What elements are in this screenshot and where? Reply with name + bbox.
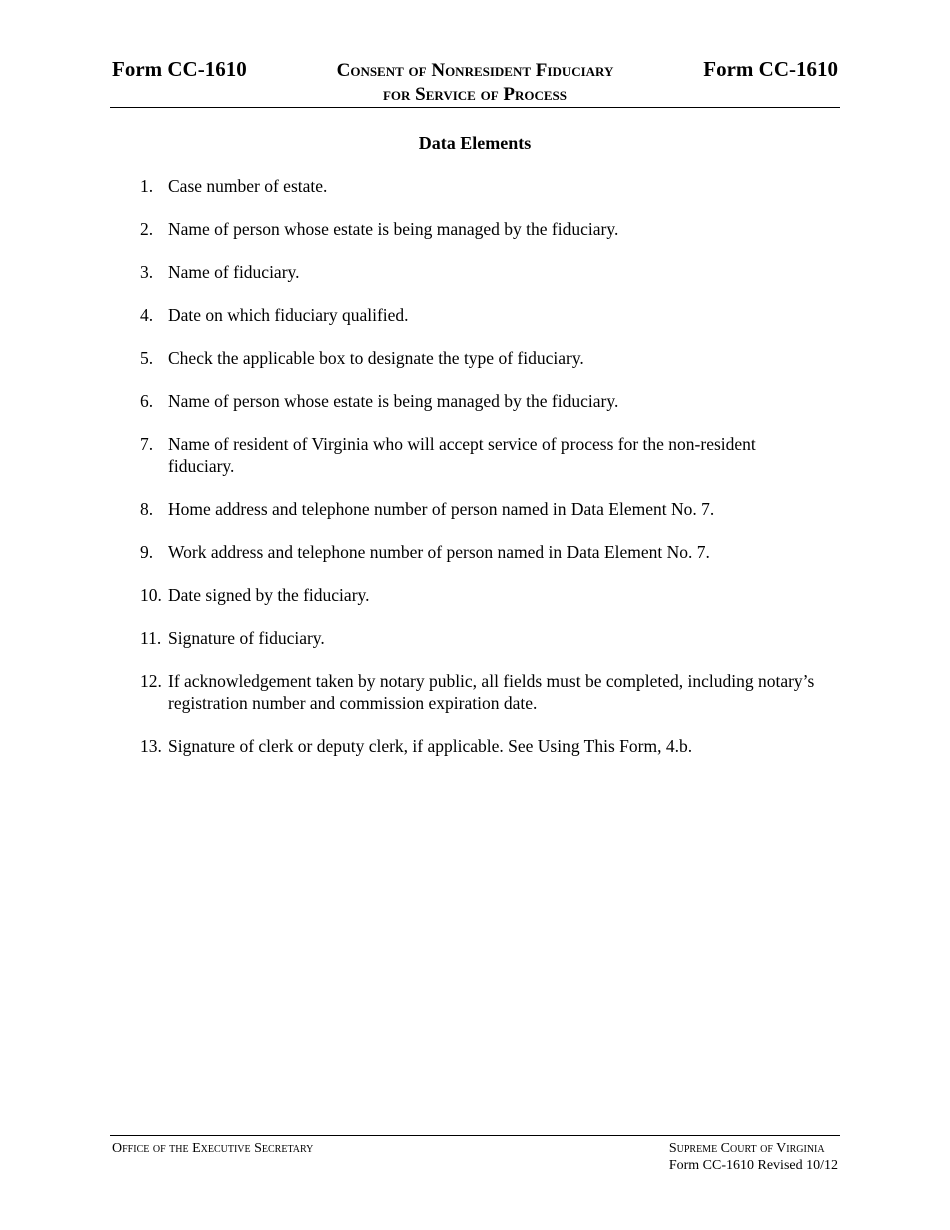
data-element-text: Name of person whose estate is being managed by the fiduciary. <box>168 391 619 411</box>
data-element-item <box>140 390 820 412</box>
page-footer <box>110 1135 840 1173</box>
data-element-text: Home address and telephone number of person named in Data Element No. 7. <box>168 499 715 519</box>
data-element-item <box>140 347 820 369</box>
data-element-number: 5. <box>140 348 154 368</box>
data-element-text: Name of person whose estate is being managed by the fiduciary. <box>168 219 619 239</box>
data-element-number: 1. <box>140 176 154 196</box>
data-element-text: If acknowledgement taken by notary public, all fields must be completed, including notary’s registration number and commission expiration date. <box>168 671 815 713</box>
footer-office: Office of the Executive Secretary <box>112 1141 314 1156</box>
form-title-line2: for Service of Process <box>382 84 568 105</box>
data-element-number: 13. <box>140 736 162 756</box>
data-element-item <box>140 627 820 649</box>
data-element-number: 11. <box>140 628 162 648</box>
data-element-text: Check the applicable box to designate the type of fiduciary. <box>168 348 584 368</box>
data-element-item <box>140 218 820 240</box>
data-element-text: Name of resident of Virginia who will accept service of process for the non-resident fiduciary. <box>168 434 756 476</box>
form-number-right: Form CC-1610 <box>703 57 838 81</box>
data-element-item <box>140 261 820 283</box>
data-element-text: Case number of estate. <box>168 176 328 196</box>
data-element-text: Signature of clerk or deputy clerk, if applicable. See Using This Form, 4.b. <box>168 736 693 756</box>
data-element-number: 2. <box>140 219 154 239</box>
form-number-left: Form CC-1610 <box>112 57 247 81</box>
data-element-item <box>140 304 820 326</box>
data-element-text: Date signed by the fiduciary. <box>168 585 370 605</box>
section-heading: Data Elements <box>418 133 532 153</box>
data-element-item <box>140 498 820 520</box>
data-element-text: Signature of fiduciary. <box>168 628 325 648</box>
data-element-number: 7. <box>140 434 154 454</box>
data-element-item <box>140 175 820 197</box>
data-element-number: 6. <box>140 391 154 411</box>
form-title <box>255 59 695 107</box>
data-element-number: 9. <box>140 542 154 562</box>
data-element-number: 3. <box>140 262 154 282</box>
footer-court-info <box>669 1140 838 1174</box>
data-element-number: 4. <box>140 305 154 325</box>
data-element-item <box>140 433 820 477</box>
data-element-item <box>140 584 820 606</box>
data-element-text: Work address and telephone number of person named in Data Element No. 7. <box>168 542 710 562</box>
data-element-text: Name of fiduciary. <box>168 262 300 282</box>
data-element-number: 10. <box>140 585 162 605</box>
footer-court-name: Supreme Court of Virginia <box>668 1141 825 1156</box>
data-element-item <box>140 670 820 714</box>
data-element-number: 12. <box>140 671 162 691</box>
data-element-item <box>140 735 820 757</box>
data-elements-list <box>140 175 820 778</box>
form-title-line1: Consent of Nonresident Fiduciary <box>336 60 614 81</box>
data-element-number: 8. <box>140 499 154 519</box>
page-header <box>110 56 840 108</box>
data-element-item <box>140 541 820 563</box>
footer-form-revision: Form CC-1610 Revised 10/12 <box>668 1158 838 1173</box>
data-element-text: Date on which fiduciary qualified. <box>168 305 409 325</box>
